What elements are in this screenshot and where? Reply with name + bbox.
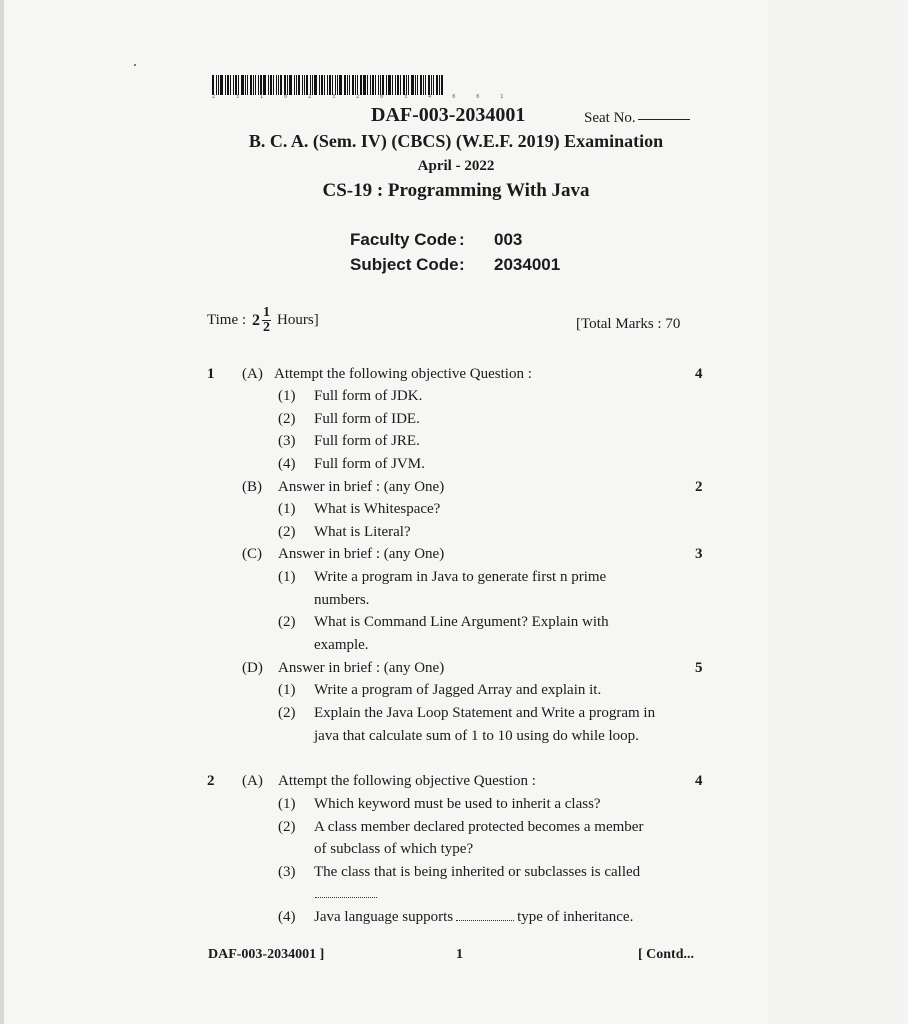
item-number: (2) <box>278 614 296 630</box>
time-numerator: 1 <box>263 305 271 320</box>
barcode-bar <box>319 75 320 95</box>
barcode-bar <box>298 75 300 95</box>
barcode-bar <box>250 75 252 95</box>
subject-code-value: 2034001 <box>494 255 561 274</box>
part-marks: 4 <box>695 773 703 789</box>
item-text: Full form of JRE. <box>314 433 420 449</box>
barcode-bar <box>304 75 305 95</box>
barcode-bar <box>375 75 376 95</box>
barcode-bar <box>284 75 286 95</box>
item-number: (1) <box>278 796 296 812</box>
item-number: (2) <box>278 411 296 427</box>
barcode-bar <box>420 75 422 95</box>
barcode-bar <box>235 75 237 95</box>
barcode-bar <box>312 75 313 95</box>
part-label: (A) <box>242 366 263 382</box>
time-allowed <box>207 306 319 335</box>
item-number: (2) <box>278 705 296 721</box>
barcode-bar <box>411 75 414 95</box>
item-text: Write a program in Java to generate first n prime <box>314 569 607 585</box>
barcode-bar <box>306 75 308 95</box>
faculty-code-colon: : <box>459 230 465 249</box>
item-number: (3) <box>278 864 296 880</box>
exam-title: B. C. A. (Sem. IV) (CBCS) (W.E.F. 2019) Examination <box>248 131 664 151</box>
barcode-bar <box>216 75 217 95</box>
barcode-bar <box>268 75 269 95</box>
part-label: (C) <box>242 546 262 562</box>
item-text: Explain the Java Loop Statement and Write a program in <box>314 705 656 721</box>
barcode-bar <box>355 75 356 95</box>
part-instruction: Attempt the following objective Question : <box>278 773 536 789</box>
barcode-bar <box>439 75 440 95</box>
barcode-bar <box>408 75 409 95</box>
item-number: (3) <box>278 433 296 449</box>
barcode-bar <box>314 75 317 95</box>
barcode-bar <box>247 75 248 95</box>
barcode-bar <box>386 75 387 95</box>
barcode-bar <box>238 75 239 95</box>
question-number: 1 <box>207 366 215 382</box>
item-text: Write a program of Jagged Array and explain it. <box>314 682 602 698</box>
barcode-bar <box>276 75 277 95</box>
barcode-bar <box>227 75 229 95</box>
barcode-bar <box>349 75 350 95</box>
barcode-bar <box>372 75 374 95</box>
item-number: (1) <box>278 501 296 517</box>
barcode-bar <box>280 75 282 95</box>
barcode-bar <box>347 75 348 95</box>
item-number: (1) <box>278 569 296 585</box>
barcode-bar <box>357 75 358 95</box>
barcode-bar <box>441 75 443 95</box>
barcode-bar <box>425 75 426 95</box>
barcode-bar <box>324 75 325 95</box>
barcode-bar <box>273 75 274 95</box>
barcode-bar <box>344 75 346 95</box>
barcode-bar <box>321 75 323 95</box>
item-text: Which keyword must be used to inherit a class? <box>314 796 601 812</box>
barcode-bar <box>245 75 246 95</box>
exam-date: April - 2022 <box>417 158 495 174</box>
part-marks: 4 <box>695 366 703 382</box>
continued-label: [ Contd... <box>638 947 695 962</box>
part-marks: 3 <box>695 546 703 562</box>
scan-speck <box>134 64 136 66</box>
barcode-bar <box>296 75 297 95</box>
barcode-bar <box>388 75 391 95</box>
barcode-bar <box>415 75 416 95</box>
item-text-after-blank: type of inheritance. <box>517 909 634 925</box>
barcode-bar <box>310 75 311 95</box>
time-denominator: 2 <box>263 320 271 335</box>
seat-number-blank <box>638 119 690 120</box>
item-text: Full form of IDE. <box>314 411 420 427</box>
barcode-bar <box>370 75 371 95</box>
item-text: Full form of JVM. <box>314 456 425 472</box>
barcode-bar <box>423 75 424 95</box>
barcode-bar <box>263 75 266 95</box>
barcode-bar <box>260 75 262 95</box>
barcode-digits: 2 3 1 0 2 3 2 0 3 4 0 0 1 <box>212 94 513 100</box>
item-text-continued: numbers. <box>314 592 370 608</box>
barcode-bar <box>436 75 438 95</box>
page-number: 1 <box>456 947 463 962</box>
barcode-bar <box>395 75 396 95</box>
barcode-bar <box>270 75 272 95</box>
barcode-bar <box>258 75 259 95</box>
item-number: (2) <box>278 524 296 540</box>
barcode-bar <box>367 75 368 95</box>
faculty-code-label: Faculty Code <box>350 230 457 249</box>
item-text-continued: example. <box>314 637 369 653</box>
barcode-bar <box>225 75 226 95</box>
barcode-bar <box>406 75 407 95</box>
part-instruction: Attempt the following objective Question : <box>274 366 532 382</box>
item-number: (1) <box>278 682 296 698</box>
barcode-bar <box>352 75 354 95</box>
barcode-bar <box>253 75 254 95</box>
barcode-bar <box>339 75 342 95</box>
barcode-bar <box>335 75 336 95</box>
item-number: (4) <box>278 456 296 472</box>
barcode-bar <box>255 75 256 95</box>
total-marks: [Total Marks : 70 <box>576 316 681 332</box>
subject-code-colon: : <box>459 255 465 274</box>
item-text-before-blank: Java language supports <box>314 909 454 925</box>
item-number: (4) <box>278 909 296 925</box>
item-text: A class member declared protected becomes a member <box>314 819 644 835</box>
item-text-continued: java that calculate sum of 1 to 10 using do while loop. <box>314 728 639 744</box>
barcode-bar <box>382 75 384 95</box>
item-number: (1) <box>278 388 296 404</box>
item-text: Full form of JDK. <box>314 388 423 404</box>
barcode-bar <box>327 75 328 95</box>
time-prefix: Time : <box>207 312 247 328</box>
barcode-bar <box>230 75 231 95</box>
part-instruction: Answer in brief : (any One) <box>278 546 445 562</box>
barcode-bar <box>332 75 333 95</box>
answer-blank <box>456 920 514 921</box>
seat-number <box>584 110 690 127</box>
barcode-bar <box>417 75 418 95</box>
part-instruction: Answer in brief : (any One) <box>278 479 445 495</box>
barcode-bar <box>302 75 303 95</box>
paper-code: DAF-003-2034001 <box>371 104 526 126</box>
barcode-bar <box>403 75 405 95</box>
item-number: (2) <box>278 819 296 835</box>
barcode <box>212 75 478 95</box>
faculty-code-value: 003 <box>494 230 523 249</box>
barcode-bar <box>329 75 331 95</box>
item-text: What is Command Line Argument? Explain with <box>314 614 609 630</box>
item-text: What is Literal? <box>314 524 411 540</box>
subject-title: CS-19 : Programming With Java <box>322 180 590 201</box>
part-marks: 2 <box>695 479 703 495</box>
barcode-bar <box>400 75 401 95</box>
barcode-bar <box>360 75 362 95</box>
time-suffix: Hours] <box>277 312 319 328</box>
subject-code-label: Subject Code <box>350 255 459 274</box>
barcode-bar <box>363 75 366 95</box>
item-text: The class that is being inherited or subclasses is called <box>314 864 641 880</box>
barcode-bar <box>428 75 430 95</box>
item-text <box>314 909 633 926</box>
barcode-bar <box>392 75 393 95</box>
seat-label: Seat No. <box>584 110 636 126</box>
footer-paper-code: DAF-003-2034001 ] <box>208 947 325 962</box>
part-label: (A) <box>242 773 263 789</box>
barcode-bar <box>294 75 295 95</box>
barcode-bar <box>278 75 279 95</box>
barcode-bar <box>433 75 434 95</box>
part-marks: 5 <box>695 660 703 676</box>
barcode-bar <box>431 75 432 95</box>
item-text: What is Whitespace? <box>314 501 441 517</box>
time-whole: 2 <box>252 311 261 329</box>
barcode-bar <box>212 75 214 95</box>
part-label: (D) <box>242 660 263 676</box>
part-instruction: Answer in brief : (any One) <box>278 660 445 676</box>
barcode-bar <box>220 75 223 95</box>
barcode-bar <box>287 75 288 95</box>
barcode-bar <box>233 75 234 95</box>
time-fraction <box>262 306 271 335</box>
answer-blank <box>315 897 377 898</box>
barcode-bar <box>337 75 338 95</box>
barcode-bar <box>380 75 381 95</box>
barcode-bar <box>241 75 244 95</box>
item-text-continued: of subclass of which type? <box>314 841 474 857</box>
barcode-bar <box>289 75 292 95</box>
barcode-bar <box>378 75 379 95</box>
part-label: (B) <box>242 479 262 495</box>
barcode-bar <box>397 75 399 95</box>
question-number: 2 <box>207 773 215 789</box>
barcode-bar <box>218 75 219 95</box>
